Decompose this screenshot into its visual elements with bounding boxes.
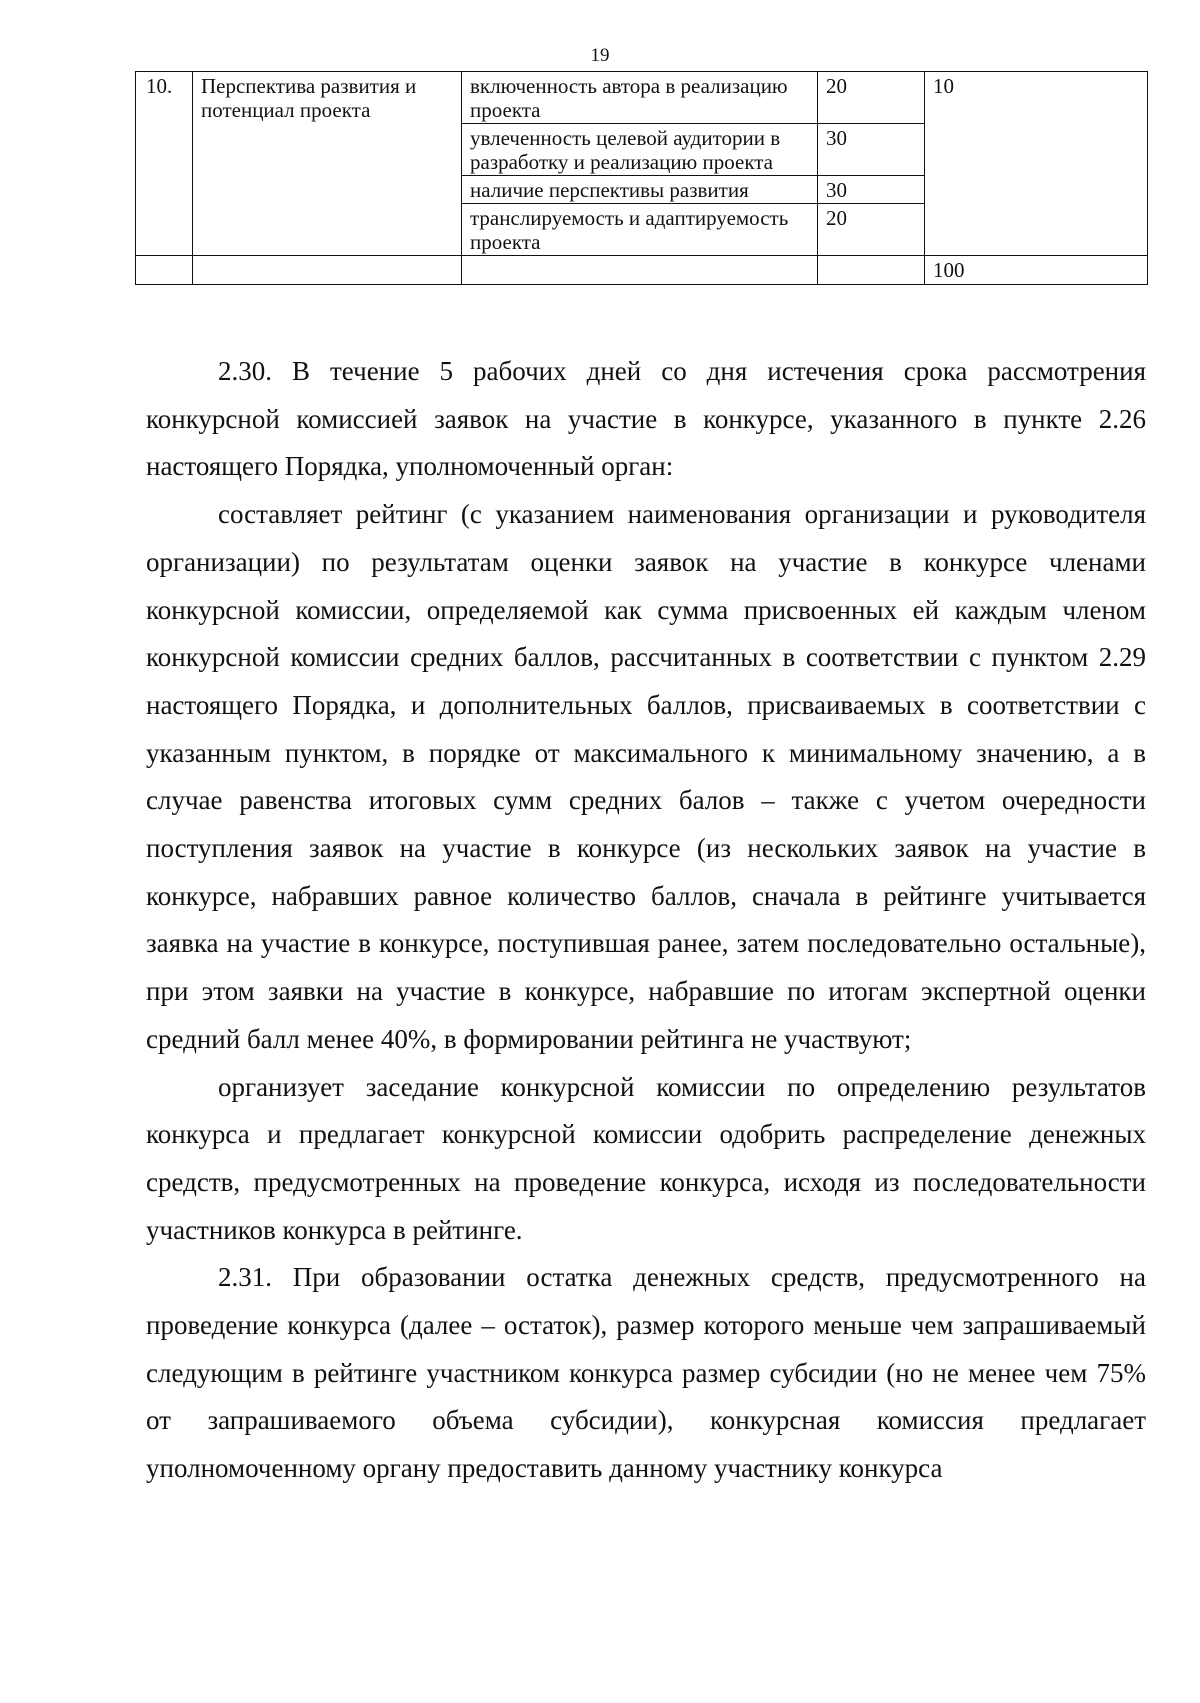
row-number-cell: 10. <box>136 72 193 256</box>
paragraph-2-31: 2.31. При образовании остатка денежных средств, предусмотренного на проведение конкурса (далее – остаток), размер которого меньше чем запрашиваемый следующим в рейтинге участником конкурса размер субсидии (но не менее чем 75% от запрашиваемого объема субсидии), конкурсная комиссия предлагает уполномоченному органу предоставить данному участнику конкурса <box>146 1262 1146 1484</box>
paragraph-meeting: организует заседание конкурсной комиссии по определению результатов конкурса и предлагает конкурсной комиссии одобрить распределение денежных средств, предусмотренных на проведение конкурса, исходя из последовательности участников конкурса в рейтинге. <box>146 1071 1146 1245</box>
empty-cell <box>462 256 818 285</box>
indicator-cell: транслируемость и адаптируемость проекта <box>462 204 818 256</box>
empty-cell <box>193 256 462 285</box>
criteria-table <box>135 71 1148 285</box>
score-cell: 20 <box>818 72 925 124</box>
paragraph-rating: составляет рейтинг (с указанием наименования организации и руководителя организации) по результатам оценки заявок на участие в конкурсе членами конкурсной комиссии, определяемой как сумма присвоенных ей каждым членом конкурсной комиссии средних баллов, рассчитанных в соответствии с пунктом 2.29 настоящего Порядка, и дополнительных баллов, присваиваемых в соответствии с указанным пунктом, в порядке от максимального к минимальному значению, а в случае равенства итоговых сумм средних балов – также с учетом очередности поступления заявок на участие в конкурсе (из нескольких заявок на участие в конкурсе, набравших равное количество баллов, сначала в рейтинге учитывается заявка на участие в конкурсе, поступившая ранее, затем последовательно остальные), при этом заявки на участие в конкурсе, набравшие по итогам экспертной оценки средний балл менее 40%, в формировании рейтинга не участвуют; <box>146 499 1146 1054</box>
empty-cell <box>818 256 925 285</box>
score-cell: 30 <box>818 124 925 176</box>
score-cell: 30 <box>818 176 925 204</box>
table-row <box>136 72 1148 124</box>
score-cell: 20 <box>818 204 925 256</box>
weight-cell: 10 <box>925 72 1148 256</box>
total-weight-cell: 100 <box>925 256 1148 285</box>
document-body <box>146 348 1146 1493</box>
indicator-cell: наличие перспективы развития <box>462 176 818 204</box>
paragraph-2-30: 2.30. В течение 5 рабочих дней со дня истечения срока рассмотрения конкурсной комиссией заявок на участие в конкурсе, указанного в пункте 2.26 настоящего Порядка, уполномоченный орган: <box>146 356 1146 482</box>
empty-cell <box>136 256 193 285</box>
criterion-cell: Перспектива развития и потенциал проекта <box>193 72 462 256</box>
total-row <box>136 256 1148 285</box>
indicator-cell: включенность автора в реализацию проекта <box>462 72 818 124</box>
indicator-cell: увлеченность целевой аудитории в разработку и реализацию проекта <box>462 124 818 176</box>
page-number: 19 <box>590 45 610 66</box>
